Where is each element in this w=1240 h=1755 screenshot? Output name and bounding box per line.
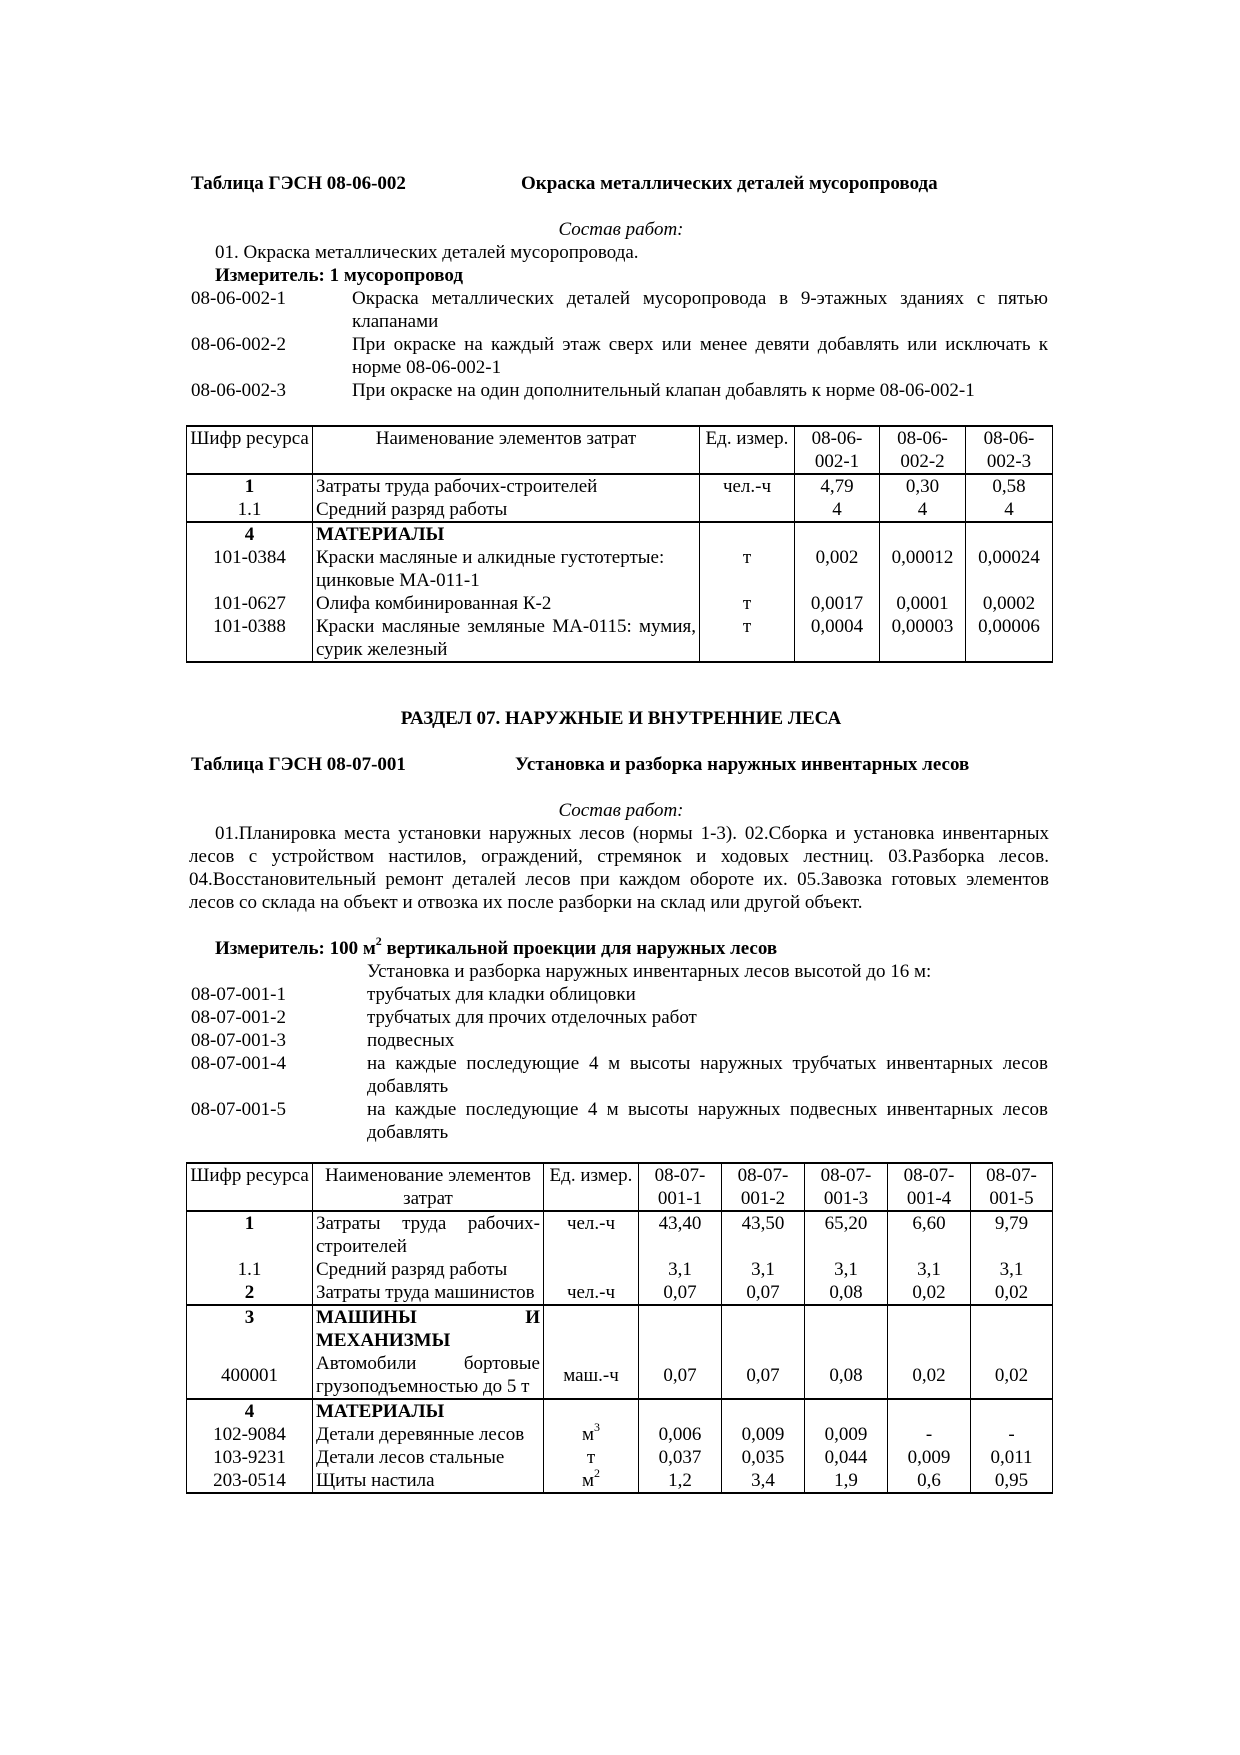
norm-code: 08-06-002-2 xyxy=(191,334,286,355)
cell-value: 0,002 xyxy=(795,546,880,592)
cell-value: 4 xyxy=(880,498,966,522)
table-title: Окраска металлических деталей мусоропровода xyxy=(521,173,938,194)
cell-value: 0,02 xyxy=(888,1352,971,1399)
cell-unit: чел.-ч xyxy=(544,1211,639,1258)
table-row xyxy=(187,1211,1053,1258)
norm-text: на каждые последующие 4 м высоты наружных подвесных инвентарных лесов добавлять xyxy=(367,1099,1048,1143)
table-label: Таблица ГЭСН 08-06-002 xyxy=(191,173,406,194)
cell-name: Детали лесов стальные xyxy=(313,1446,544,1469)
resource-table xyxy=(186,425,1053,663)
cell-value xyxy=(795,522,880,546)
table-row xyxy=(187,1258,1053,1281)
cell-value: 3,1 xyxy=(971,1258,1053,1281)
cell-value: 0,009 xyxy=(888,1446,971,1469)
norm-text: При окраске на один дополнительный клапан добавлять к норме 08-06-002-1 xyxy=(352,380,975,401)
cell-value: 0,0004 xyxy=(795,615,880,662)
cell-value xyxy=(722,1399,805,1423)
table-row xyxy=(187,498,1053,522)
col-header: 08-07-001-2 xyxy=(722,1163,805,1211)
cell-value: 0,58 xyxy=(966,474,1053,498)
cell-value: 0,07 xyxy=(639,1352,722,1399)
work-description: 01.Планировка места установки наружных лесов (нормы 1-3). 02.Сборка и установка инвентарных лесов с устройством настилов, ограждений, стремянок и ходовых лестниц. 03.Разборка лесов. 04.Восстановительный ремонт деталей лесов при каждом обороте их. 05.Завозка готовых элементов лесов со склада на объект и отвозка их после разборки на склад или другой объект. xyxy=(189,823,1049,913)
cell-value xyxy=(971,1305,1053,1352)
table-label: Таблица ГЭСН 08-07-001 xyxy=(191,754,406,775)
cell-value: 43,50 xyxy=(722,1211,805,1258)
cell-value: 0,02 xyxy=(971,1352,1053,1399)
cell-value: 0,02 xyxy=(971,1281,1053,1305)
cell-name: Щиты настила xyxy=(313,1469,544,1493)
cell-value xyxy=(888,1399,971,1423)
cell-value: 0,6 xyxy=(888,1469,971,1493)
norm-code: 08-07-001-5 xyxy=(191,1099,286,1120)
cell-name: МАШИНЫ И МЕХАНИЗМЫ xyxy=(313,1305,544,1352)
cell-code: 400001 xyxy=(187,1352,313,1399)
cell-code: 102-9084 xyxy=(187,1423,313,1446)
col-header: 08-06-002-1 xyxy=(795,426,880,474)
col-header: 08-07-001-4 xyxy=(888,1163,971,1211)
cell-value: 0,011 xyxy=(971,1446,1053,1469)
col-header: Наименование элементов затрат xyxy=(313,1163,544,1211)
cell-unit xyxy=(544,1399,639,1423)
cell-code: 1 xyxy=(187,1211,313,1258)
cell-unit: т xyxy=(544,1446,639,1469)
cell-value xyxy=(888,1305,971,1352)
cell-name: Детали деревянные лесов xyxy=(313,1423,544,1446)
table-row xyxy=(187,1469,1053,1493)
col-header: 08-07-001-5 xyxy=(971,1163,1053,1211)
table-row xyxy=(187,1281,1053,1305)
col-header: 08-07-001-3 xyxy=(805,1163,888,1211)
cell-code: 103-9231 xyxy=(187,1446,313,1469)
cell-unit: т xyxy=(700,615,795,662)
cell-name: Затраты труда рабочих-строителей xyxy=(313,474,700,498)
cell-name: Краски масляные и алкидные густотертые: цинковые МА-011-1 xyxy=(313,546,700,592)
table-row xyxy=(187,592,1053,615)
izmeritel: Измеритель: 1 мусоропровод xyxy=(215,265,463,286)
cell-value xyxy=(722,1305,805,1352)
cell-value xyxy=(639,1399,722,1423)
cell-value: 0,035 xyxy=(722,1446,805,1469)
cell-name: МАТЕРИАЛЫ xyxy=(313,522,700,546)
cell-unit: чел.-ч xyxy=(700,474,795,498)
cell-value: 0,0001 xyxy=(880,592,966,615)
work-description: 01. Окраска металлических деталей мусоропровода. xyxy=(215,242,639,263)
cell-value: 0,30 xyxy=(880,474,966,498)
cell-value: 0,00012 xyxy=(880,546,966,592)
section-heading: РАЗДЕЛ 07. НАРУЖНЫЕ И ВНУТРЕННИЕ ЛЕСА xyxy=(400,708,842,729)
norm-code: 08-06-002-1 xyxy=(191,288,286,309)
norm-intro: Установка и разборка наружных инвентарных лесов высотой до 16 м: xyxy=(367,961,932,982)
cell-value: 0,037 xyxy=(639,1446,722,1469)
cell-value: 4 xyxy=(795,498,880,522)
col-header: 08-07-001-1 xyxy=(639,1163,722,1211)
cell-name: Затраты труда машинистов xyxy=(313,1281,544,1305)
cell-value: - xyxy=(888,1423,971,1446)
table-row xyxy=(187,1399,1053,1423)
cell-code: 1.1 xyxy=(187,1258,313,1281)
col-header: Ед. измер. xyxy=(544,1163,639,1211)
izmeritel: Измеритель: 100 $м^2$ вертикальной проекции для наружных лесов xyxy=(215,933,778,959)
cell-code: 4 xyxy=(187,522,313,546)
cell-code: 4 xyxy=(187,1399,313,1423)
norm-text: При окраске на каждый этаж сверх или менее девяти добавлять или исключать к норме 08-06-002-1 xyxy=(352,334,1048,378)
norm-text: подвесных xyxy=(367,1030,455,1051)
cell-unit xyxy=(700,522,795,546)
cell-code: 1 xyxy=(187,474,313,498)
sostav-heading: Состав работ: xyxy=(558,219,684,240)
cell-value xyxy=(805,1399,888,1423)
cell-value: 0,07 xyxy=(639,1281,722,1305)
cell-unit: $м^2$ xyxy=(544,1469,639,1493)
cell-name: Затраты труда рабочих-строителей xyxy=(313,1211,544,1258)
cell-value: 65,20 xyxy=(805,1211,888,1258)
cell-value xyxy=(880,522,966,546)
norm-code: 08-07-001-2 xyxy=(191,1007,286,1028)
table-row xyxy=(187,1305,1053,1352)
norm-code: 08-07-001-1 xyxy=(191,984,286,1005)
col-header: 08-06-002-2 xyxy=(880,426,966,474)
cell-code: 3 xyxy=(187,1305,313,1352)
cell-value: 1,9 xyxy=(805,1469,888,1493)
norm-text: Окраска металлических деталей мусоропровода в 9-этажных зданиях с пятью клапанами xyxy=(352,288,1048,332)
norm-text: трубчатых для прочих отделочных работ xyxy=(367,1007,697,1028)
cell-value: 3,1 xyxy=(722,1258,805,1281)
cell-value: 0,044 xyxy=(805,1446,888,1469)
col-header: Шифр ресурса xyxy=(187,1163,313,1211)
cell-code: 2 xyxy=(187,1281,313,1305)
sostav-heading: Состав работ: xyxy=(558,800,684,821)
norm-code: 08-06-002-3 xyxy=(191,380,286,401)
cell-value: 0,0002 xyxy=(966,592,1053,615)
cell-value: 4 xyxy=(966,498,1053,522)
norm-text: на каждые последующие 4 м высоты наружных трубчатых инвентарных лесов добавлять xyxy=(367,1053,1048,1097)
cell-value: 0,08 xyxy=(805,1352,888,1399)
cell-value: 3,1 xyxy=(888,1258,971,1281)
cell-value: 0,00006 xyxy=(966,615,1053,662)
cell-value: 0,07 xyxy=(722,1281,805,1305)
cell-value: 6,60 xyxy=(888,1211,971,1258)
resource-table xyxy=(186,1162,1053,1494)
cell-code: 203-0514 xyxy=(187,1469,313,1493)
norm-code: 08-07-001-4 xyxy=(191,1053,286,1074)
cell-unit: маш.-ч xyxy=(544,1352,639,1399)
cell-unit: т xyxy=(700,592,795,615)
cell-code: 101-0384 xyxy=(187,546,313,592)
table-row xyxy=(187,1446,1053,1469)
cell-name: Автомобили бортовые грузоподъемностью до 5 т xyxy=(313,1352,544,1399)
cell-value: 0,07 xyxy=(722,1352,805,1399)
cell-name: Средний разряд работы xyxy=(313,498,700,522)
cell-value: 9,79 xyxy=(971,1211,1053,1258)
table-title: Установка и разборка наружных инвентарных лесов xyxy=(515,754,970,775)
cell-value: 0,0017 xyxy=(795,592,880,615)
cell-value: 3,1 xyxy=(805,1258,888,1281)
cell-value: 43,40 xyxy=(639,1211,722,1258)
cell-value xyxy=(639,1305,722,1352)
cell-value: 0,00003 xyxy=(880,615,966,662)
table-row xyxy=(187,546,1053,592)
cell-value: 3,4 xyxy=(722,1469,805,1493)
cell-unit: $м^3$ xyxy=(544,1423,639,1446)
cell-value: 0,009 xyxy=(805,1423,888,1446)
cell-code: 101-0627 xyxy=(187,592,313,615)
cell-value: 3,1 xyxy=(639,1258,722,1281)
table-row xyxy=(187,1423,1053,1446)
cell-unit xyxy=(544,1258,639,1281)
cell-name: Средний разряд работы xyxy=(313,1258,544,1281)
norm-code: 08-07-001-3 xyxy=(191,1030,286,1051)
cell-value: 0,009 xyxy=(722,1423,805,1446)
table-row xyxy=(187,1352,1053,1399)
cell-value: 0,02 xyxy=(888,1281,971,1305)
cell-value: 0,08 xyxy=(805,1281,888,1305)
cell-value xyxy=(966,522,1053,546)
cell-value: 0,006 xyxy=(639,1423,722,1446)
table-header-row xyxy=(187,426,1053,474)
table-row xyxy=(187,615,1053,662)
cell-name: Олифа комбинированная К-2 xyxy=(313,592,700,615)
cell-value xyxy=(971,1399,1053,1423)
cell-value xyxy=(805,1305,888,1352)
col-header: Наименование элементов затрат xyxy=(313,426,700,474)
cell-unit: чел.-ч xyxy=(544,1281,639,1305)
cell-value: 1,2 xyxy=(639,1469,722,1493)
cell-name: МАТЕРИАЛЫ xyxy=(313,1399,544,1423)
col-header: Шифр ресурса xyxy=(187,426,313,474)
norm-text: трубчатых для кладки облицовки xyxy=(367,984,636,1005)
cell-unit xyxy=(544,1305,639,1352)
cell-code: 101-0388 xyxy=(187,615,313,662)
cell-name: Краски масляные земляные МА-0115: мумия, сурик железный xyxy=(313,615,700,662)
cell-unit xyxy=(700,498,795,522)
cell-value: 4,79 xyxy=(795,474,880,498)
col-header: Ед. измер. xyxy=(700,426,795,474)
cell-code: 1.1 xyxy=(187,498,313,522)
cell-unit: т xyxy=(700,546,795,592)
table-row xyxy=(187,522,1053,546)
col-header: 08-06-002-3 xyxy=(966,426,1053,474)
cell-value: 0,00024 xyxy=(966,546,1053,592)
cell-value: 0,95 xyxy=(971,1469,1053,1493)
cell-value: - xyxy=(971,1423,1053,1446)
table-row xyxy=(187,474,1053,498)
table-header-row xyxy=(187,1163,1053,1211)
